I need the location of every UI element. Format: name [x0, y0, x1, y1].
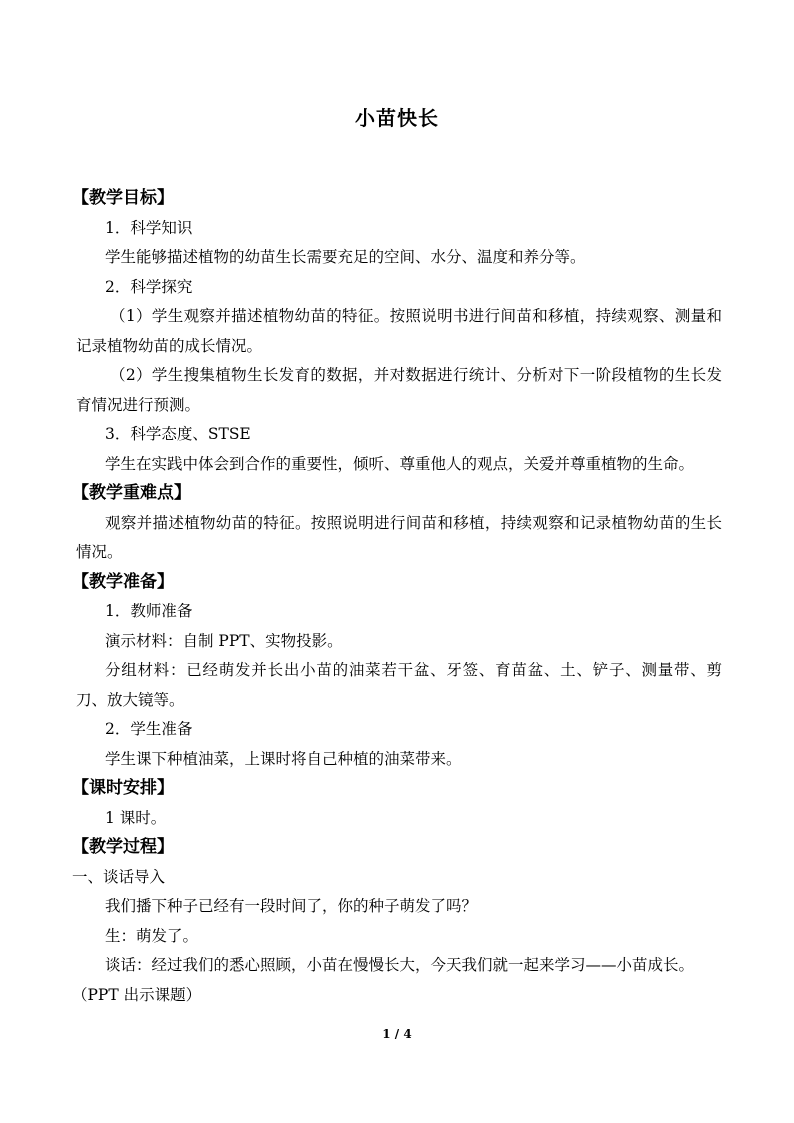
key-points-text: 观察并描述植物幼苗的特征。按照说明进行间苗和移植，持续观察和记录植物幼苗的生长情况。: [76, 513, 722, 561]
goal-item-2-sub-1: （1）学生观察并描述植物幼苗的特征。按照说明书进行间苗和移植，持续观察、测量和记录植物幼苗的成长情况。: [76, 307, 722, 355]
goal-item-3: 3．科学态度、STSE: [105, 425, 251, 443]
prep-student: 2．学生准备: [105, 720, 193, 738]
process-ppt-note: （PPT 出示课题）: [72, 985, 202, 1004]
goal-item-2: 2．科学探究: [105, 277, 193, 296]
prep-student-text: 学生课下种植油菜，上课时将自己种植的油菜带来。: [105, 749, 462, 768]
prep-group-materials: 分组材料：已经萌发并长出小苗的油菜若干盆、牙签、育苗盆、土、铲子、测量带、剪刀、放大镜等。: [76, 661, 722, 709]
section-heading-schedule: 【课时安排】: [72, 778, 174, 798]
process-answer: 生：萌发了。: [105, 926, 199, 945]
goal-item-1-text: 学生能够描述植物的幼苗生长需要充足的空间、水分、温度和养分等。: [105, 248, 586, 266]
process-question: 我们播下种子已经有一段时间了，你的种子萌发了吗？: [105, 897, 478, 915]
section-heading-key-points: 【教学重难点】: [72, 483, 191, 503]
page-title: 小苗快长: [355, 106, 439, 130]
prep-teacher: 1．教师准备: [105, 602, 193, 620]
schedule-text: 1 课时。: [105, 808, 167, 827]
process-part-1: 一、谈话导入: [72, 867, 166, 886]
page-number: 1 / 4: [382, 1027, 412, 1041]
goal-item-1: 1．科学知识: [105, 218, 193, 237]
prep-demo-materials: 演示材料：自制 PPT、实物投影。: [105, 631, 343, 650]
section-heading-preparation: 【教学准备】: [72, 571, 174, 592]
section-heading-goals: 【教学目标】: [72, 188, 174, 208]
document-body: [72, 184, 722, 1010]
goal-item-3-text: 学生在实践中体会到合作的重要性，倾听、尊重他人的观点，关爱并尊重植物的生命。: [105, 454, 695, 473]
goal-item-2-sub-2: （2）学生搜集植物生长发育的数据，并对数据进行统计、分析对下一阶段植物的生长发育情况进行预测。: [76, 366, 722, 414]
process-talk: 谈话：经过我们的悉心照顾，小苗在慢慢长大，今天我们就一起来学习——小苗成长。: [105, 956, 695, 974]
section-heading-process: 【教学过程】: [72, 837, 174, 857]
